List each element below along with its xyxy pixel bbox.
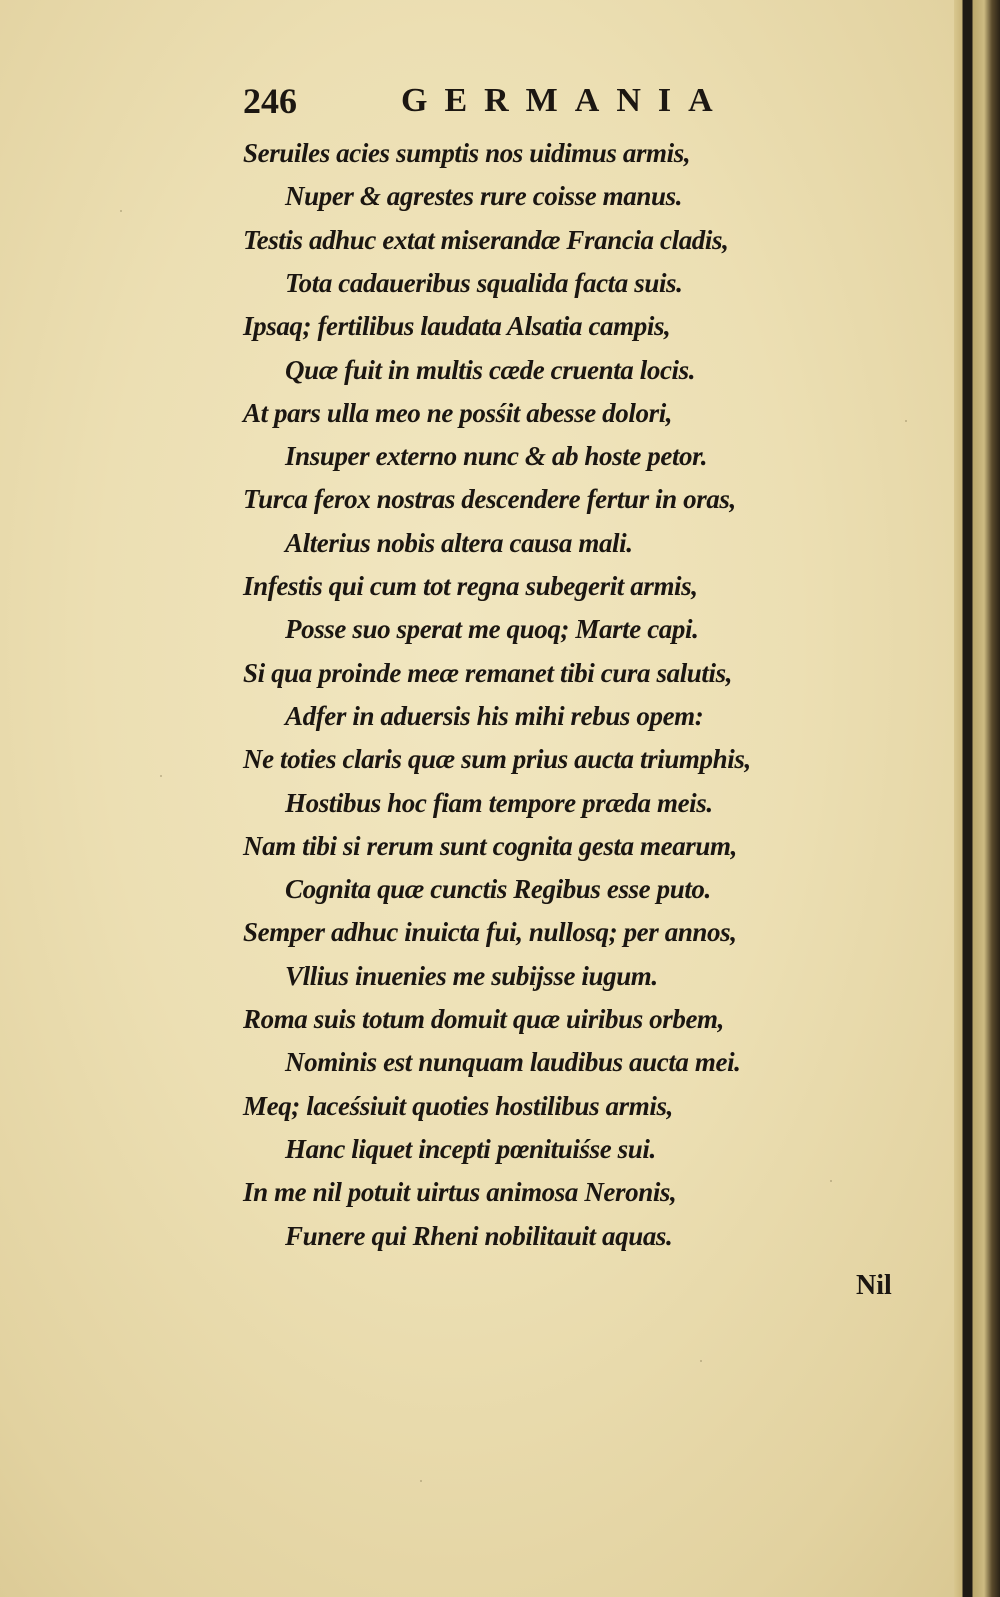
hexameter-line: Si qua proinde meæ remanet tibi cura salutis, bbox=[243, 658, 733, 688]
pentameter-line: Hanc liquet incepti pœnituiśse sui. bbox=[285, 1134, 656, 1164]
hexameter-line: In me nil potuit uirtus animosa Neronis, bbox=[243, 1177, 677, 1207]
pentameter-line: Cognita quæ cunctis Regibus esse puto. bbox=[285, 874, 711, 904]
page-number: 246 bbox=[243, 81, 297, 121]
hexameter-line: Nam tibi si rerum sunt cognita gesta mearum, bbox=[243, 831, 737, 861]
pentameter-line: Funere qui Rheni nobilitauit aquas. bbox=[285, 1221, 673, 1251]
pentameter-line: Vllius inuenies me subijsse iugum. bbox=[285, 961, 658, 991]
pentameter-line: Alterius nobis altera causa mali. bbox=[285, 528, 633, 558]
pentameter-line: Insuper externo nunc & ab hoste petor. bbox=[285, 441, 708, 471]
pentameter-line: Nuper & agrestes rure coisse manus. bbox=[285, 181, 683, 211]
hexameter-line: Infestis qui cum tot regna subegerit armis, bbox=[243, 571, 698, 601]
pentameter-line: Tota cadaueribus squalida facta suis. bbox=[285, 268, 683, 298]
pentameter-line: Adfer in aduersis his mihi rebus opem: bbox=[285, 701, 704, 731]
hexameter-line: Roma suis totum domuit quæ uiribus orbem, bbox=[243, 1004, 724, 1034]
catchword: Nil bbox=[856, 1270, 892, 1301]
hexameter-line: Ipsaq; fertilibus laudata Alsatia campis, bbox=[243, 311, 671, 341]
hexameter-line: Seruiles acies sumptis nos uidimus armis, bbox=[243, 138, 691, 168]
hexameter-line: Testis adhuc extat miserandæ Francia cladis, bbox=[243, 225, 729, 255]
hexameter-line: Turca ferox nostras descendere fertur in oras, bbox=[243, 484, 736, 514]
hexameter-line: Semper adhuc inuicta fui, nullosq; per annos, bbox=[243, 917, 737, 947]
hexameter-line: Meq; laceśsiuit quoties hostilibus armis, bbox=[243, 1091, 673, 1121]
pentameter-line: Quæ fuit in multis cæde cruenta locis. bbox=[285, 355, 696, 385]
pentameter-line: Hostibus hoc fiam tempore præda meis. bbox=[285, 788, 713, 818]
pentameter-line: Posse suo sperat me quoq; Marte capi. bbox=[285, 614, 699, 644]
pentameter-line: Nominis est nunquam laudibus aucta mei. bbox=[285, 1047, 741, 1077]
hexameter-line: At pars ulla meo ne posśit abesse dolori, bbox=[243, 398, 673, 428]
hexameter-line: Ne toties claris quæ sum prius aucta triumphis, bbox=[243, 744, 751, 774]
running-title: GERMANIA bbox=[401, 82, 730, 119]
